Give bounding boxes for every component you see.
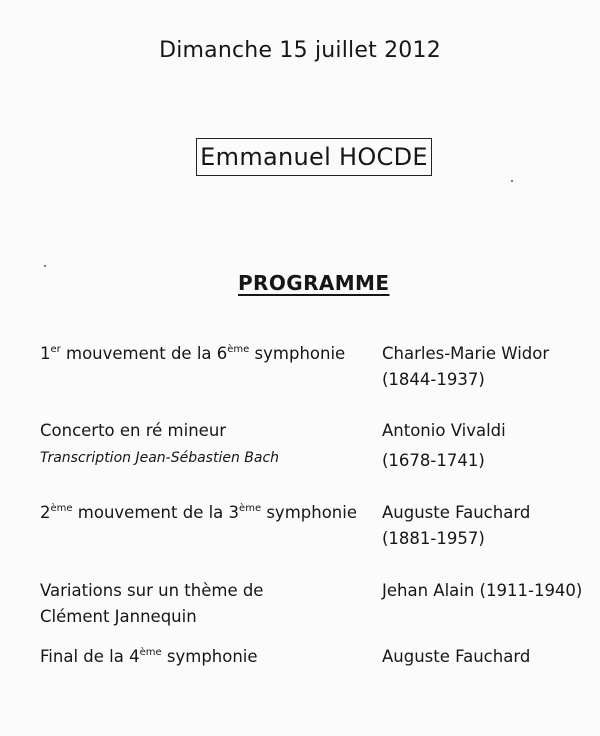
scan-speck [44,265,46,267]
composer-dates: (1881-1957) [382,529,485,548]
program-item-1-piece [40,341,345,367]
program-item-1-composer [382,341,549,393]
program-item-3-piece [40,500,357,526]
concert-date: Dimanche 15 juillet 2012 [159,38,441,63]
piece-title: 2ème mouvement de la 3ème symphonie [40,503,357,522]
scan-speck [511,180,513,182]
program-item-3-composer [382,500,530,552]
piece-subtitle: Transcription Jean-Sébastien Bach [40,450,280,466]
composer-dates: (1844-1937) [382,370,485,389]
program-item-2-composer [382,418,506,474]
piece-title: Concerto en ré mineur [40,421,227,440]
program-item-4-piece [40,578,263,630]
program-item-5-composer [382,644,530,670]
piece-title: 1er mouvement de la 6ème symphonie [40,344,346,363]
program-item-5-piece [40,644,258,670]
piece-title: Final de la 4ème symphonie [40,647,258,666]
performer-name: Emmanuel HOCDE [200,143,428,171]
piece-title-line-1: Variations sur un thème de [40,581,264,600]
composer-name: Auguste Fauchard [382,503,531,522]
program-item-2-piece [40,418,279,468]
programme-heading: PROGRAMME [238,271,390,295]
performer-name-box [196,138,432,176]
piece-title-line-2: Clément Jannequin [40,607,197,626]
composer-dates: (1678-1741) [382,451,485,470]
composer-name: Jehan Alain (1911-1940) [382,581,583,600]
composer-name: Charles-Marie Widor [382,344,550,363]
composer-name: Antonio Vivaldi [382,421,506,440]
program-item-4-composer [382,578,582,604]
composer-name: Auguste Fauchard [382,647,531,666]
